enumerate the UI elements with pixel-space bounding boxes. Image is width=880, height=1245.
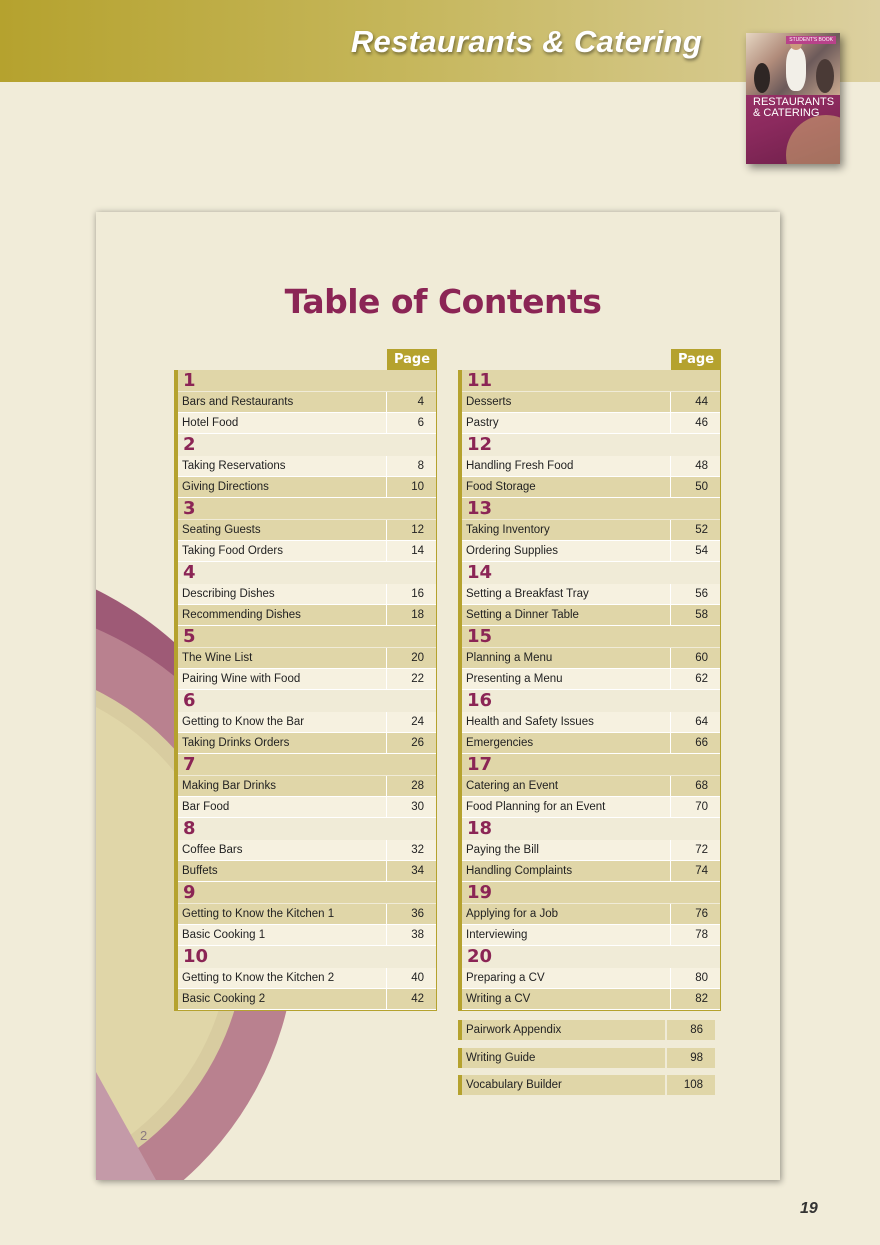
toc-entry-title: Writing a CV (462, 989, 671, 1009)
toc-entry-title: Hotel Food (178, 413, 387, 433)
appendix-row[interactable] (458, 1048, 715, 1068)
toc-entry-title: Basic Cooking 2 (178, 989, 387, 1009)
toc-entry-title: Taking Food Orders (178, 541, 387, 561)
toc-entry-page: 22 (411, 673, 424, 685)
toc-entry-title: Buffets (178, 861, 387, 881)
toc-entry[interactable] (462, 648, 720, 669)
toc-entry-title: Setting a Dinner Table (462, 605, 671, 625)
toc-entry[interactable] (178, 925, 436, 946)
toc-entry[interactable] (462, 584, 720, 605)
toc-entry-page: 74 (695, 865, 708, 877)
toc-entry-page: 48 (695, 460, 708, 472)
toc-entry-page: 62 (695, 673, 708, 685)
page-number: 19 (800, 1200, 818, 1217)
unit-number: 16 (462, 690, 720, 712)
toc-entry[interactable] (178, 669, 436, 690)
unit-number: 8 (178, 818, 436, 840)
toc-entry-page: 36 (411, 908, 424, 920)
toc-entry[interactable] (178, 541, 436, 562)
unit-number: 1 (178, 370, 436, 392)
toc-entry-title: Taking Inventory (462, 520, 671, 540)
toc-entry-page: 80 (695, 972, 708, 984)
toc-entry-title: Getting to Know the Kitchen 1 (178, 904, 387, 924)
toc-left-table (174, 370, 437, 1011)
page-column-header: Page (387, 349, 437, 370)
unit-number: 12 (462, 434, 720, 456)
toc-entry[interactable] (462, 541, 720, 562)
toc-entry[interactable] (178, 648, 436, 669)
toc-entry-page: 24 (411, 716, 424, 728)
toc-entry-page: 40 (411, 972, 424, 984)
toc-entry[interactable] (462, 669, 720, 690)
unit-number: 13 (462, 498, 720, 520)
toc-entry-title: Handling Complaints (462, 861, 671, 881)
toc-entry-title: Describing Dishes (178, 584, 387, 604)
toc-entry-page: 68 (695, 780, 708, 792)
toc-entry-page: 44 (695, 396, 708, 408)
toc-entry-title: Ordering Supplies (462, 541, 671, 561)
toc-entry-page: 16 (411, 588, 424, 600)
toc-entry-page: 58 (695, 609, 708, 621)
toc-entry[interactable] (178, 968, 436, 989)
toc-entry[interactable] (178, 861, 436, 882)
toc-entry[interactable] (462, 477, 720, 498)
appendix-page: 86 (690, 1024, 703, 1036)
toc-entry-title: Pairing Wine with Food (178, 669, 387, 689)
toc-entry-title: Emergencies (462, 733, 671, 753)
toc-entry-page: 38 (411, 929, 424, 941)
toc-entry-title: Taking Drinks Orders (178, 733, 387, 753)
unit-number: 4 (178, 562, 436, 584)
toc-entry-page: 56 (695, 588, 708, 600)
unit-number: 3 (178, 498, 436, 520)
toc-entry-title: Getting to Know the Kitchen 2 (178, 968, 387, 988)
book-title: Restaurants & Catering (350, 24, 702, 59)
toc-entry-title: Paying the Bill (462, 840, 671, 860)
toc-entry-title: Applying for a Job (462, 904, 671, 924)
toc-entry[interactable] (178, 605, 436, 626)
cover-title-line2: & CATERING (753, 107, 820, 119)
unit-number: 19 (462, 882, 720, 904)
toc-entry-title: Bars and Restaurants (178, 392, 387, 412)
toc-entry-title: Bar Food (178, 797, 387, 817)
appendix-page: 108 (683, 1079, 703, 1091)
appendix-row[interactable] (458, 1075, 715, 1095)
toc-entry-title: Presenting a Menu (462, 669, 671, 689)
toc-entry-title: Recommending Dishes (178, 605, 387, 625)
unit-number: 2 (178, 434, 436, 456)
toc-entry-page: 6 (417, 417, 424, 429)
toc-entry[interactable] (178, 989, 436, 1010)
toc-entry[interactable] (462, 904, 720, 925)
unit-number: 5 (178, 626, 436, 648)
book-cover-thumbnail (746, 33, 840, 164)
toc-entry-page: 12 (411, 524, 424, 536)
toc-entry-title: Planning a Menu (462, 648, 671, 668)
toc-entry[interactable] (462, 797, 720, 818)
cover-series-label: STUDENT'S BOOK (786, 36, 836, 44)
toc-entry-page: 30 (411, 801, 424, 813)
toc-entry-page: 18 (411, 609, 424, 621)
toc-entry[interactable] (462, 712, 720, 733)
toc-entry[interactable] (178, 776, 436, 797)
toc-entry[interactable] (178, 584, 436, 605)
toc-entry[interactable] (178, 477, 436, 498)
toc-entry[interactable] (178, 456, 436, 477)
toc-entry-page: 26 (411, 737, 424, 749)
toc-entry-title: Basic Cooking 1 (178, 925, 387, 945)
toc-entry-page: 34 (411, 865, 424, 877)
toc-entry-page: 4 (417, 396, 424, 408)
toc-entry-title: Setting a Breakfast Tray (462, 584, 671, 604)
unit-number: 6 (178, 690, 436, 712)
toc-entry-title: The Wine List (178, 648, 387, 668)
toc-entry[interactable] (462, 989, 720, 1010)
toc-entry-page: 8 (417, 460, 424, 472)
toc-entry[interactable] (178, 520, 436, 541)
appendix-title: Vocabulary Builder (462, 1075, 667, 1095)
appendix-row[interactable] (458, 1020, 715, 1040)
toc-left-column (174, 347, 437, 1011)
toc-entry-title: Getting to Know the Bar (178, 712, 387, 732)
toc-entry[interactable] (462, 968, 720, 989)
toc-entry-page: 78 (695, 929, 708, 941)
cover-title (753, 97, 834, 119)
toc-entry[interactable] (462, 840, 720, 861)
toc-entry-title: Preparing a CV (462, 968, 671, 988)
inner-page-number: 2 (140, 1128, 148, 1143)
unit-number: 18 (462, 818, 720, 840)
toc-entry-page: 76 (695, 908, 708, 920)
toc-entry-title: Seating Guests (178, 520, 387, 540)
toc-heading: Table of Contents (284, 282, 602, 321)
toc-entry-title: Desserts (462, 392, 671, 412)
appendix-page: 98 (690, 1052, 703, 1064)
toc-entry-page: 82 (695, 993, 708, 1005)
unit-number: 10 (178, 946, 436, 968)
unit-number: 14 (462, 562, 720, 584)
unit-number: 20 (462, 946, 720, 968)
toc-entry[interactable] (178, 392, 436, 413)
toc-page (96, 212, 780, 1180)
toc-entry[interactable] (462, 520, 720, 541)
toc-entry[interactable] (178, 904, 436, 925)
toc-entry-title: Food Planning for an Event (462, 797, 671, 817)
toc-right-table (458, 370, 721, 1011)
unit-number: 9 (178, 882, 436, 904)
toc-right-column (458, 347, 721, 1011)
unit-number: 17 (462, 754, 720, 776)
toc-entry-title: Catering an Event (462, 776, 671, 796)
toc-entry-page: 50 (695, 481, 708, 493)
toc-entry-page: 10 (411, 481, 424, 493)
appendix-title: Pairwork Appendix (462, 1020, 667, 1040)
toc-entry-page: 52 (695, 524, 708, 536)
toc-entry[interactable] (462, 776, 720, 797)
appendix-title: Writing Guide (462, 1048, 667, 1068)
unit-number: 11 (462, 370, 720, 392)
toc-entry[interactable] (178, 840, 436, 861)
toc-entry[interactable] (462, 413, 720, 434)
toc-entry-page: 64 (695, 716, 708, 728)
toc-entry-page: 32 (411, 844, 424, 856)
toc-entry-title: Coffee Bars (178, 840, 387, 860)
toc-entry-title: Giving Directions (178, 477, 387, 497)
toc-entry-page: 66 (695, 737, 708, 749)
toc-entry[interactable] (462, 861, 720, 882)
toc-entry-page: 72 (695, 844, 708, 856)
cover-title-line1: RESTAURANTS (753, 96, 835, 108)
toc-entry-page: 60 (695, 652, 708, 664)
toc-entry[interactable] (178, 797, 436, 818)
toc-entry[interactable] (462, 456, 720, 477)
toc-entry[interactable] (462, 925, 720, 946)
unit-number: 7 (178, 754, 436, 776)
toc-entry[interactable] (462, 605, 720, 626)
toc-entry-title: Pastry (462, 413, 671, 433)
toc-entry[interactable] (462, 733, 720, 754)
toc-entry-title: Food Storage (462, 477, 671, 497)
toc-entry-page: 14 (411, 545, 424, 557)
toc-entry-page: 20 (411, 652, 424, 664)
cover-circle (786, 115, 840, 164)
toc-entry-page: 70 (695, 801, 708, 813)
toc-entry-title: Taking Reservations (178, 456, 387, 476)
toc-entry-title: Interviewing (462, 925, 671, 945)
page-column-header: Page (671, 349, 721, 370)
toc-entry-page: 46 (695, 417, 708, 429)
unit-number: 15 (462, 626, 720, 648)
toc-entry-page: 42 (411, 993, 424, 1005)
toc-entry[interactable] (178, 712, 436, 733)
toc-entry[interactable] (462, 392, 720, 413)
toc-entry-page: 54 (695, 545, 708, 557)
toc-entry[interactable] (178, 733, 436, 754)
toc-entry-title: Handling Fresh Food (462, 456, 671, 476)
toc-entry[interactable] (178, 413, 436, 434)
toc-entry-title: Health and Safety Issues (462, 712, 671, 732)
toc-entry-title: Making Bar Drinks (178, 776, 387, 796)
toc-entry-page: 28 (411, 780, 424, 792)
